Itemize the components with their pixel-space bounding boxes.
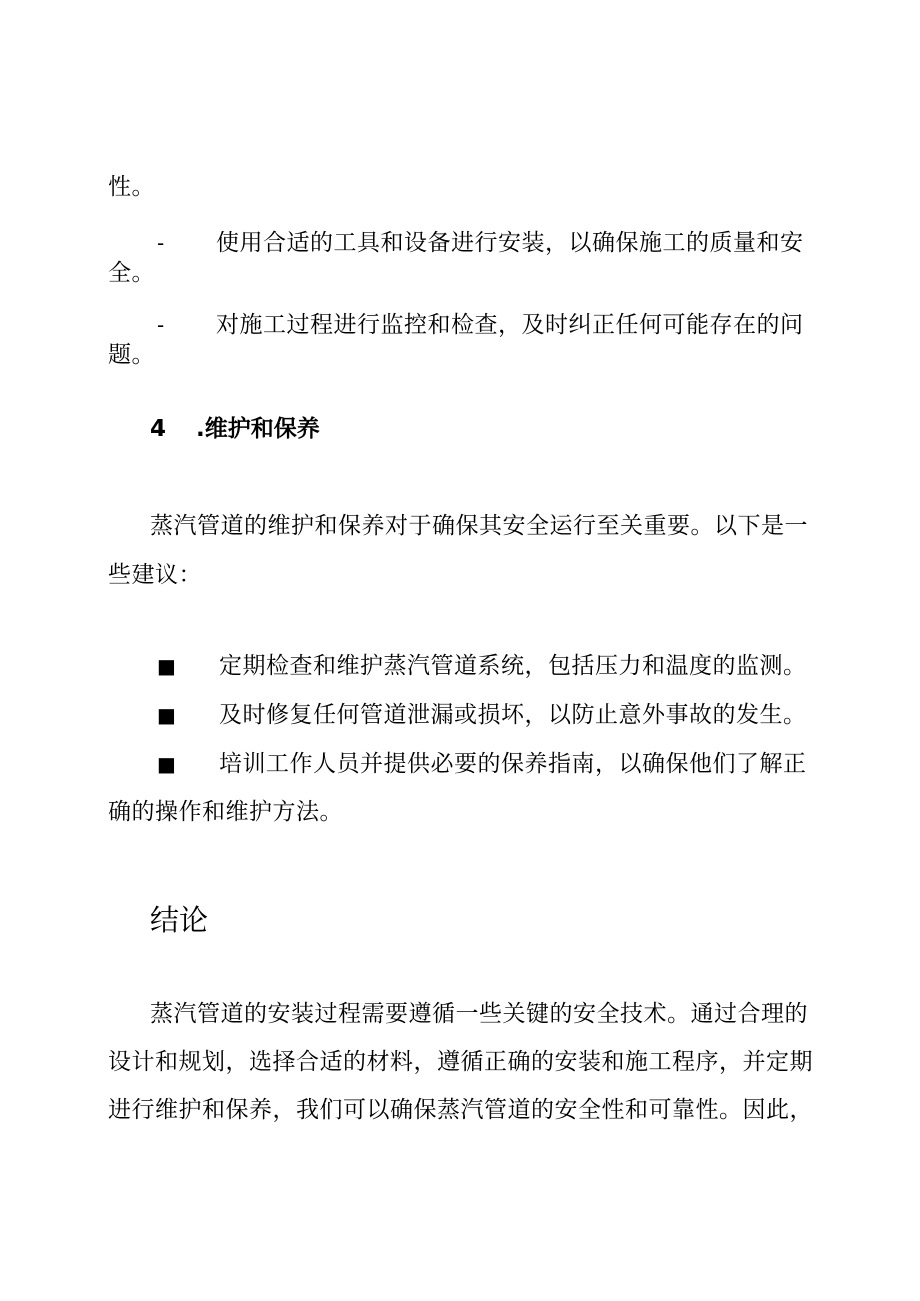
list-item-text-continued: 确的操作和维护方法。 (108, 799, 343, 825)
list-item-text: 使用合适的工具和设备进行安装，以确保施工的质量和安 (216, 230, 804, 256)
paragraph-line: 蒸汽管道的维护和保养对于确保其安全运行至关重要。以下是一 (150, 513, 808, 539)
continuation-text: 性。 (108, 174, 155, 200)
paragraph-line: 蒸汽管道的安装过程需要遵循一些关键的安全技术。通过合理的 (150, 1001, 808, 1027)
section-title: .维护和保养 (196, 416, 320, 442)
list-item-text: 对施工过程进行监控和检查，及时纠正任何可能存在的问 (216, 312, 804, 338)
square-bullet-icon: ■ (157, 654, 176, 678)
conclusion-heading: 结论 (150, 903, 209, 937)
dash-marker: - (157, 313, 165, 337)
list-item-text: 培训工作人员并提供必要的保养指南，以确保他们了解正 (219, 751, 807, 777)
section-number: 4 (150, 416, 167, 442)
list-item-text: 定期检查和维护蒸汽管道系统，包括压力和温度的监测。 (219, 653, 807, 679)
paragraph-line: 些建议： (108, 562, 202, 588)
dash-marker: - (157, 231, 165, 255)
list-item-text: 及时修复任何管道泄漏或损坏，以防止意外事故的发生。 (219, 702, 807, 728)
list-item-text-continued: 题。 (108, 342, 155, 368)
paragraph-line: 进行维护和保养，我们可以确保蒸汽管道的安全性和可靠性。因此， (108, 1097, 813, 1123)
paragraph-line: 设计和规划，选择合适的材料，遵循正确的安装和施工程序，并定期 (108, 1049, 813, 1075)
list-item-text-continued: 全。 (108, 260, 155, 286)
square-bullet-icon: ■ (157, 703, 176, 727)
square-bullet-icon: ■ (157, 752, 176, 776)
section-heading (150, 413, 320, 445)
